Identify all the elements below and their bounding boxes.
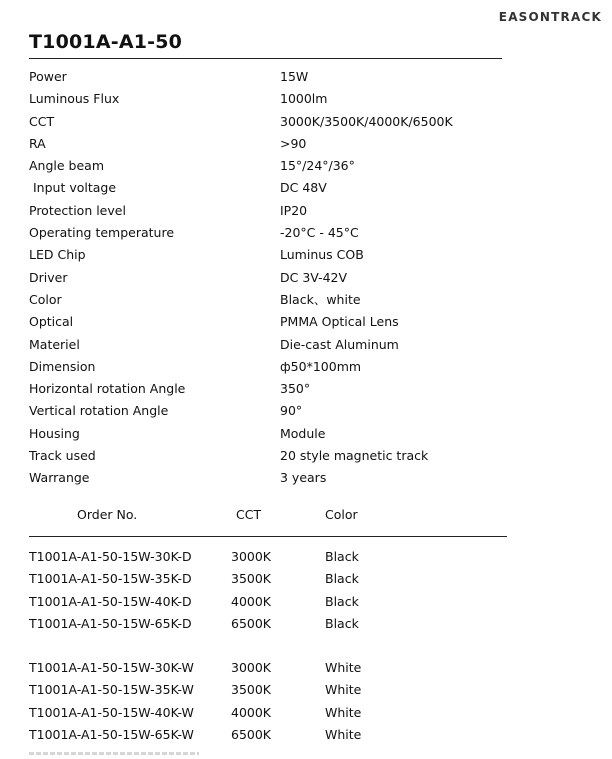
header-cct: CCT (236, 507, 262, 522)
spec-key: Power (29, 69, 67, 84)
spec-key: Driver (29, 269, 68, 285)
spec-value: DC 3V-42V (280, 269, 348, 285)
spec-row (29, 111, 509, 133)
spec-value: DC 48V (280, 180, 327, 196)
spec-row (29, 155, 509, 177)
spec-value: ф50*100mm (280, 358, 362, 374)
table-row (29, 702, 507, 724)
spec-value: 3000K/3500K/4000K/6500K (280, 113, 453, 129)
table-row (29, 546, 507, 568)
spec-key: Warrange (29, 470, 90, 486)
order-cct: 4000K (231, 704, 272, 720)
header-order-no: Order No. (77, 507, 138, 522)
spec-value: Black、white (280, 291, 361, 307)
table-header-row (29, 504, 507, 526)
spec-row (29, 244, 509, 266)
spec-key: Operating temperature (29, 225, 175, 241)
order-no: T1001A-A1-50-15W-65K-D (29, 615, 192, 631)
header-color: Color (325, 507, 358, 522)
spec-value: Die-cast Aluminum (280, 336, 399, 352)
title-divider (29, 58, 502, 59)
spec-key: Housing (29, 425, 80, 441)
order-cct: 3000K (231, 660, 272, 675)
spec-row (29, 311, 509, 333)
spec-value: 1000lm (280, 91, 328, 107)
spec-value: PMMA Optical Lens (280, 314, 399, 330)
order-group-white (29, 657, 507, 746)
order-table-divider (29, 536, 507, 537)
table-row (29, 724, 507, 746)
order-no: T1001A-A1-50-15W-40K-D (29, 593, 192, 609)
order-cct: 6500K (231, 615, 272, 631)
order-no: T1001A-A1-50-15W-40K-W (29, 704, 194, 720)
spec-value: Module (280, 425, 326, 441)
spec-row (29, 222, 509, 244)
spec-value: -20°C - 45°C (280, 225, 359, 241)
order-cct: 3500K (231, 571, 272, 587)
order-color: Black (325, 571, 359, 587)
order-table-header (29, 504, 507, 526)
order-color: White (325, 704, 362, 720)
spec-value: IP20 (280, 202, 308, 218)
table-row (29, 568, 507, 590)
spec-row (29, 334, 509, 356)
spec-key: Optical (29, 314, 74, 330)
table-row (29, 613, 507, 635)
spec-row (29, 400, 509, 422)
spec-value: 90° (280, 403, 303, 419)
order-color: White (325, 726, 362, 742)
order-color: Black (325, 549, 359, 564)
spec-key: CCT (29, 113, 55, 129)
spec-value: 350° (280, 381, 311, 397)
spec-value: 15°/24°/36° (280, 158, 355, 174)
spec-key: Vertical rotation Angle (29, 403, 169, 419)
spec-key: Materiel (29, 336, 80, 352)
spec-row (29, 356, 509, 378)
order-color: Black (325, 615, 359, 631)
order-cct: 4000K (231, 593, 272, 609)
spec-table (29, 66, 509, 490)
order-group-black (29, 546, 507, 635)
spec-key: Dimension (29, 358, 96, 374)
order-cct: 6500K (231, 726, 272, 742)
order-color: White (325, 682, 362, 698)
cut-off-footnote (29, 752, 199, 755)
spec-key: Color (29, 291, 62, 307)
spec-key: RA (29, 135, 46, 151)
brand-logo: EASONTRACK (498, 10, 602, 24)
spec-row (29, 423, 509, 445)
spec-key: Luminous Flux (29, 91, 120, 107)
spec-key: Track used (29, 448, 96, 464)
spec-value: 15W (280, 69, 309, 84)
spec-row (29, 66, 509, 88)
spec-row (29, 88, 509, 110)
order-no: T1001A-A1-50-15W-65K-W (29, 726, 194, 742)
spec-key: Input voltage (33, 180, 117, 196)
spec-value: >90 (280, 135, 307, 151)
spec-row (29, 378, 509, 400)
spec-key: Horizontal rotation Angle (29, 381, 186, 397)
spec-row (29, 445, 509, 467)
spec-row (29, 467, 509, 489)
spec-key: Angle beam (29, 158, 105, 174)
order-color: Black (325, 593, 359, 609)
order-no: T1001A-A1-50-15W-35K-D (29, 571, 192, 587)
spec-value: 20 style magnetic track (280, 448, 429, 464)
order-no: T1001A-A1-50-15W-30K-W (29, 660, 194, 675)
page-title: T1001A-A1-50 (29, 31, 183, 53)
spec-key: Protection level (29, 202, 126, 218)
spec-value: Luminus COB (280, 247, 364, 263)
order-no: T1001A-A1-50-15W-35K-W (29, 682, 194, 698)
spec-row (29, 200, 509, 222)
table-row (29, 679, 507, 701)
order-color: White (325, 660, 362, 675)
spec-value: 3 years (280, 470, 327, 486)
order-cct: 3000K (231, 549, 272, 564)
spec-row (29, 133, 509, 155)
spec-row (29, 267, 509, 289)
spec-row (29, 177, 509, 199)
order-cct: 3500K (231, 682, 272, 698)
order-no: T1001A-A1-50-15W-30K-D (29, 549, 192, 564)
spec-key: LED Chip (29, 247, 86, 263)
table-row (29, 657, 507, 679)
spec-row (29, 289, 509, 311)
table-row (29, 591, 507, 613)
